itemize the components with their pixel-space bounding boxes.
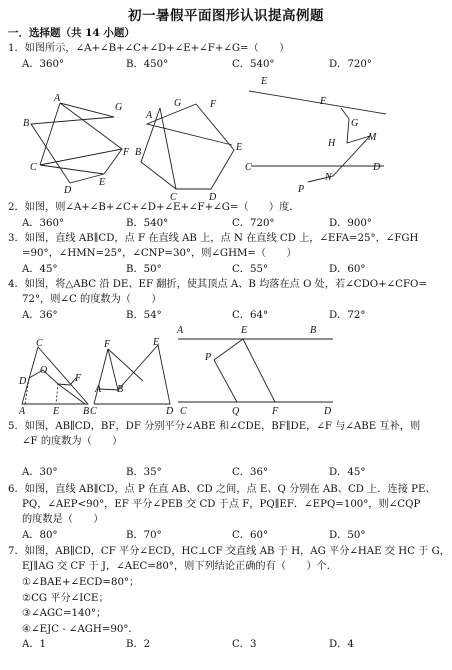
fig6-path-epq: [214, 339, 243, 402]
q6-option-a: A．80°: [22, 530, 58, 541]
q4-option-b: B．54°: [126, 310, 162, 321]
fig1-label-b: B: [23, 118, 30, 129]
question-4-line-1: 4．如图，将△ABC 沿 DE、EF 翻折，使其顶点 A、B 均落在点 O 处，若∠CDO+∠CFO=: [8, 279, 427, 290]
fig1-label-g: G: [115, 102, 123, 113]
q1-option-d: D．720°: [329, 59, 372, 70]
fig4-label-d: D: [19, 376, 27, 387]
fig2-label-d: D: [209, 192, 217, 203]
question-7-line-1: 7．如图，AB∥CD，CF 平分∠ECD，HC⊥CF 交直线 AB 于 H，AG 平分∠HAE 交 HC 于 G，: [8, 546, 450, 557]
question-4-line-2: 72°，则∠C 的度数为（ ）: [22, 294, 162, 305]
question-3-line-2: =90°，∠HMN=25°，∠CNP=30°，则∠GHM=（ ）: [22, 248, 297, 259]
fig5-label-b: B: [117, 384, 124, 395]
fig4-label-e: E: [53, 406, 60, 417]
fig6-label-e: E: [241, 325, 248, 336]
fig6-label-f: F: [272, 406, 279, 417]
q3-option-b: B．50°: [126, 264, 162, 275]
q3-option-a: A．45°: [22, 264, 58, 275]
fig2-label-e: E: [236, 142, 243, 153]
question-6-line-3: 的度数是（ ）: [22, 514, 104, 525]
fig4-label-a: A: [19, 406, 26, 417]
fig2-label-f: F: [210, 99, 217, 110]
fig3-label-p: P: [298, 184, 305, 195]
fig3-label-m: M: [368, 132, 377, 143]
fig4-label-c: C: [36, 338, 43, 349]
fig4-label-o: O: [40, 365, 48, 376]
q4-option-d: D．72°: [329, 310, 366, 321]
fig3-label-d: D: [373, 162, 381, 173]
fig3-label-e: E: [261, 76, 268, 87]
fig6-label-b: B: [310, 325, 317, 336]
q6-option-d: D．50°: [329, 530, 366, 541]
q7-option-a: A．1: [22, 639, 47, 650]
q7-statement-3: ③∠AGC=140°；: [22, 608, 107, 619]
fig6-label-q: Q: [232, 406, 240, 417]
question-1-text: 1．如图所示，∠A+∠B+∠C+∠D+∠E+∠F+∠G=（ ）: [8, 43, 290, 54]
q5-option-b: B．35°: [126, 467, 162, 478]
fig1-label-e: E: [99, 177, 106, 188]
page-title: 初一暑假平面图形认识提高例题: [128, 8, 324, 24]
question-7-line-2: EJ∥AG 交 CF 于 J，∠AEC=80°，则下列结论正确的有（ ）个．: [22, 561, 337, 572]
fig6-line-ef: [243, 339, 275, 402]
q7-statement-2: ②CG 平分∠ICE；: [22, 593, 109, 604]
fig6-label-p: P: [205, 352, 212, 363]
q4-option-c: C．64°: [232, 310, 269, 321]
q2-option-a: A．360°: [22, 218, 65, 229]
question-5-line-2: ∠F 的度数为（ ）: [22, 436, 123, 447]
fig3-label-g: G: [351, 118, 359, 129]
q2-option-d: D．900°: [329, 218, 372, 229]
question-3-line-1: 3．如图，直线 AB∥CD，点 F 在直线 AB 上，点 N 在直线 CD 上，∠EFA=25°，∠FGH: [8, 233, 419, 244]
fig1-label-f: F: [123, 147, 130, 158]
q2-option-c: C．720°: [232, 218, 275, 229]
q7-statement-1: ①∠BAE+∠ECD=80°；: [22, 577, 140, 588]
fig4-label-f: F: [75, 373, 82, 384]
fig6-label-c: C: [180, 406, 187, 417]
q7-option-b: B．2: [126, 639, 151, 650]
q7-option-c: C．3: [232, 639, 257, 650]
question-5-line-1: 5．如图，AB∥CD，BF，DF 分别平分∠ABE 和∠CDE，BF∥DE，∠F 与∠ABE 互补，则: [8, 421, 421, 432]
fig1-label-d: D: [64, 185, 72, 196]
q7-statement-4: ④∠EJC - ∠AGH=90°．: [22, 624, 139, 635]
fig3-label-c: C: [245, 162, 252, 173]
question-2-text: 2．如图，则∠A+∠B+∠C+∠D+∠E+∠F+∠G=（ ）度．: [8, 202, 300, 213]
fig3-label-f: F: [320, 96, 327, 107]
question-6-line-1: 6．如图，直线 AB∥CD，点 P 在直 AB、CD 之间，点 E、Q 分别在 AB、CD 上．连接 PE、: [8, 484, 436, 495]
fig5-label-c: C: [90, 406, 97, 417]
question-6-line-2: PQ，∠AEP<90°，EF 平分∠PEB 交 CD 于点 F，PQ∥EF．∠EPQ=100°，则∠CQP: [22, 499, 421, 510]
fig6-label-a: A: [177, 325, 184, 336]
fig1-label-c: C: [30, 162, 37, 173]
section-heading: 一．选择题（共 14 小题）: [8, 27, 135, 39]
fig5-label-a: A: [95, 384, 102, 395]
fig3-label-n: N: [325, 172, 332, 183]
q3-option-d: D．60°: [329, 264, 366, 275]
fig5-label-d: D: [166, 406, 174, 417]
q6-option-b: B．70°: [126, 530, 162, 541]
fig4-label-b: B: [83, 406, 90, 417]
q7-option-d: D．4: [329, 639, 354, 650]
fig2-label-c: C: [170, 192, 177, 203]
q2-option-b: B．540°: [126, 218, 169, 229]
q6-option-c: C．60°: [232, 530, 269, 541]
fig3-label-h: H: [328, 138, 336, 149]
fig1-label-a: A: [54, 93, 61, 104]
fig6-label-d: D: [324, 406, 332, 417]
fig2-label-g: G: [174, 98, 182, 109]
fig2-label-b: B: [135, 147, 142, 158]
q5-option-c: C．36°: [232, 467, 269, 478]
fig2-label-a: A: [146, 110, 153, 121]
q1-option-b: B．450°: [126, 59, 169, 70]
q4-option-a: A．36°: [22, 310, 58, 321]
q1-option-a: A．360°: [22, 59, 65, 70]
q5-option-d: D．45°: [329, 467, 366, 478]
q1-option-c: C．540°: [232, 59, 275, 70]
fig5-label-e: E: [153, 337, 160, 348]
q3-option-c: C．55°: [232, 264, 269, 275]
fig5-label-f: F: [104, 339, 111, 350]
q5-option-a: A．30°: [22, 467, 58, 478]
